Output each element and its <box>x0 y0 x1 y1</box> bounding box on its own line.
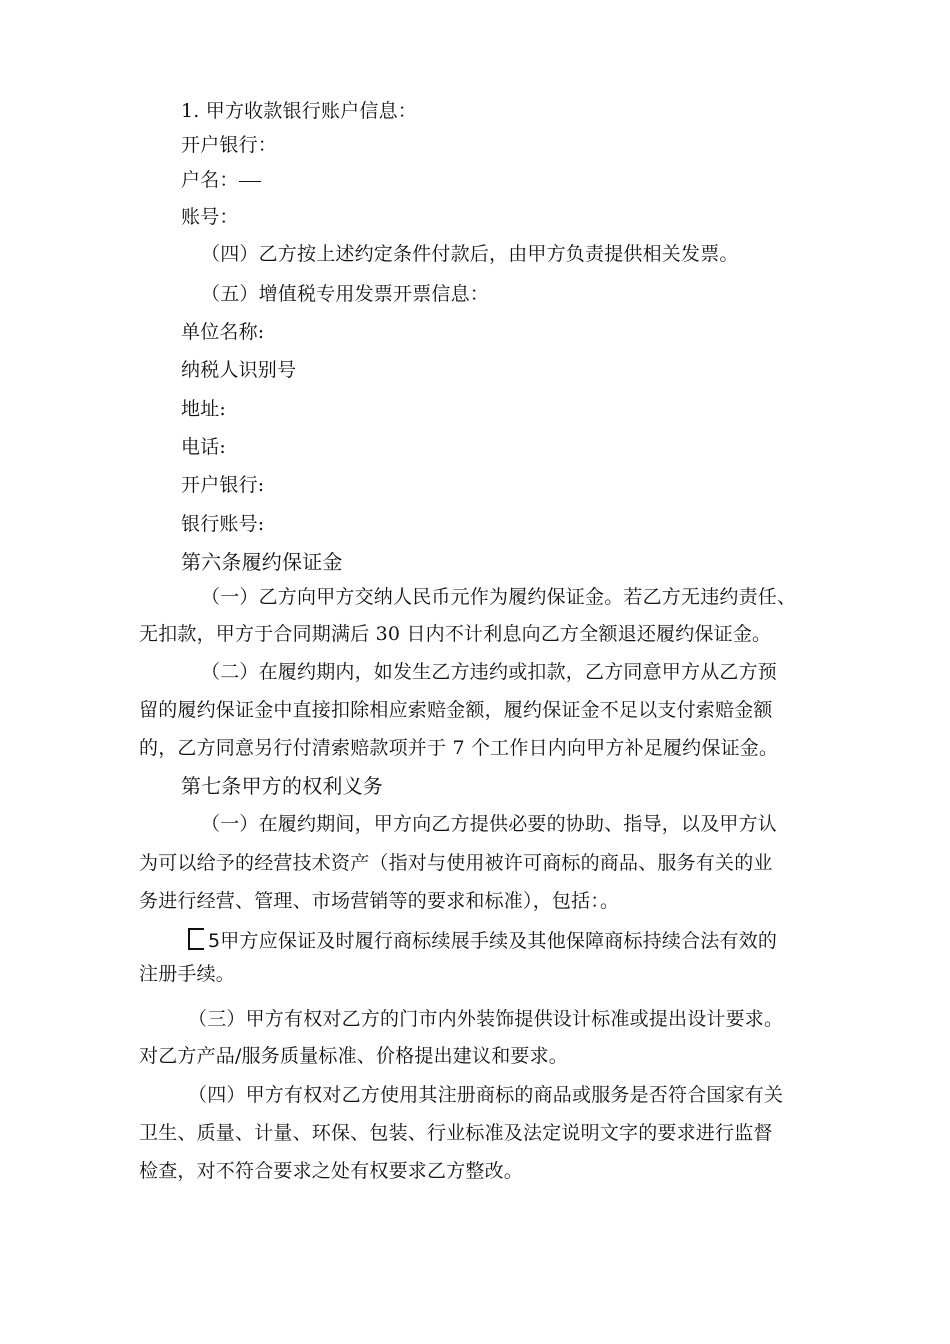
article-seven-p1-line2: 为可以给予的经营技术资产（指对与使用被许可商标的商品、服务有关的业 <box>139 852 773 874</box>
article-seven-title: 第七条甲方的权利义务 <box>181 774 383 798</box>
invoice-phone-label: 电话: <box>181 436 227 458</box>
article-seven-p1-line1: （一）在履约期间，甲方向乙方提供必要的协助、指导，以及甲方认 <box>201 813 778 835</box>
article-seven-p3-line2: 对乙方产品/服务质量标准、价格提出建议和要求。 <box>139 1045 569 1067</box>
article-seven-p4-line2: 卫生、质量、计量、环保、包装、行业标准及法定说明文字的要求进行监督 <box>139 1122 773 1144</box>
article-seven-p3-line1: （三）甲方有权对乙方的门市内外装饰提供设计标准或提出设计要求。 <box>188 1008 784 1030</box>
account-name-row <box>181 168 261 192</box>
clause-five: （五）增值税专用发票开票信息： <box>201 283 490 305</box>
bank-info-title: 1. 甲方收款银行账户信息： <box>181 100 417 122</box>
bank-name-label: 开户银行： <box>181 134 278 156</box>
article-six-p2-line3: 的，乙方同意另行付清索赔款项并于 7 个工作日内向甲方补足履约保证金。 <box>139 737 779 759</box>
invoice-tax-id-label: 纳税人识别号 <box>181 359 297 381</box>
article-seven-p2-line1 <box>188 928 777 953</box>
invoice-address-label: 地址: <box>181 398 227 420</box>
account-name-label: 户名： <box>181 169 239 191</box>
account-name-blank <box>239 171 261 182</box>
article-seven-p4-line1: （四）甲方有权对乙方使用其注册商标的商品或服务是否符合国家有关 <box>188 1084 784 1106</box>
article-six-title: 第六条履约保证金 <box>181 550 343 574</box>
article-six-p2-line1: （二）在履约期内，如发生乙方违约或扣款，乙方同意甲方从乙方预 <box>201 661 778 683</box>
invoice-bank-label: 开户银行: <box>181 474 265 496</box>
invoice-unit-label: 单位名称: <box>181 321 265 343</box>
article-seven-p1-line3: 务进行经营、管理、市场营销等的要求和标准），包括：。 <box>139 890 620 912</box>
bracket-glyph-icon <box>188 928 204 950</box>
account-number-label: 账号： <box>181 206 239 228</box>
article-seven-p2-number: 5 <box>208 930 221 952</box>
article-seven-p2-line2: 注册手续。 <box>139 963 236 985</box>
article-seven-p2-text: 甲方应保证及时履行商标续展手续及其他保障商标持续合法有效的 <box>220 930 778 952</box>
article-six-p1-line2: 无扣款，甲方于合同期满后 30 日内不计利息向乙方全额退还履约保证金。 <box>139 623 772 645</box>
article-six-p1-line1: （一）乙方向甲方交纳人民币元作为履约保证金。若乙方无违约责任、 <box>201 586 797 608</box>
invoice-account-label: 银行账号: <box>181 513 265 535</box>
article-seven-p4-line3: 检查，对不符合要求之处有权要求乙方整改。 <box>139 1160 524 1182</box>
clause-four: （四）乙方按上述约定条件付款后，由甲方负责提供相关发票。 <box>201 243 739 265</box>
article-six-p2-line2: 留的履约保证金中直接扣除相应索赔金额，履约保证金不足以支付索赔金额 <box>139 699 773 721</box>
